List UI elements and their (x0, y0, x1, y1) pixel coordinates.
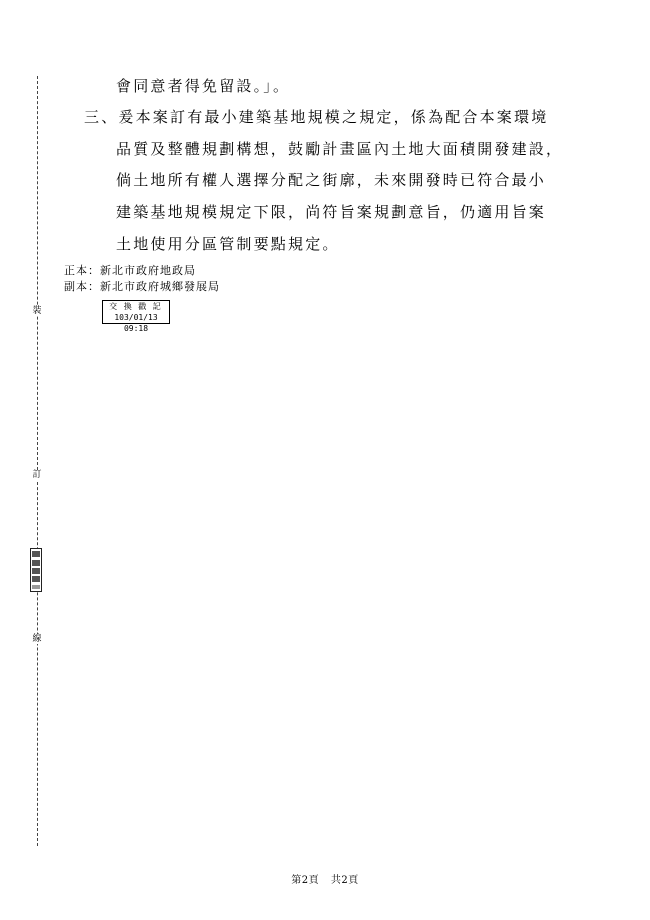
body-line-1: 會同意者得免留設。」。 (116, 77, 291, 95)
copies-block (64, 263, 220, 295)
page-footer (0, 871, 650, 886)
page-total: 共2頁 (330, 875, 359, 886)
binding-char-xian: 線 (30, 634, 44, 644)
binding-margin-line (37, 76, 38, 846)
binding-char-ding: 訂 (30, 470, 44, 480)
body-line-5: 建築基地規模規定下限，尚符旨案規劃意旨，仍適用旨案 (116, 203, 547, 221)
body-line-4: 倘土地所有權人選擇分配之街廓，未來開發時已符合最小 (116, 171, 547, 189)
exchange-stamp-title: 交 換 戳 記 (109, 302, 163, 311)
original-recipient: 正本：新北市政府地政局 (64, 264, 196, 277)
body-line-6: 土地使用分區管制要點規定。 (116, 235, 340, 253)
body-line-2: 三、爰本案訂有最小建築基地規模之規定，係為配合本案環境 (84, 108, 549, 126)
duplicate-recipient: 副本：新北市政府城鄉發展局 (64, 280, 220, 293)
body-line-3: 品質及整體規劃構想，鼓勵計畫區內土地大面積開發建設， (116, 140, 564, 158)
page-number: 第2頁 (291, 875, 320, 886)
binding-seal-mark (30, 548, 42, 592)
exchange-stamp-time: 103/01/13 09:18 (114, 313, 158, 333)
exchange-stamp (102, 300, 170, 333)
binding-char-zhuang: 裝 (30, 306, 44, 316)
